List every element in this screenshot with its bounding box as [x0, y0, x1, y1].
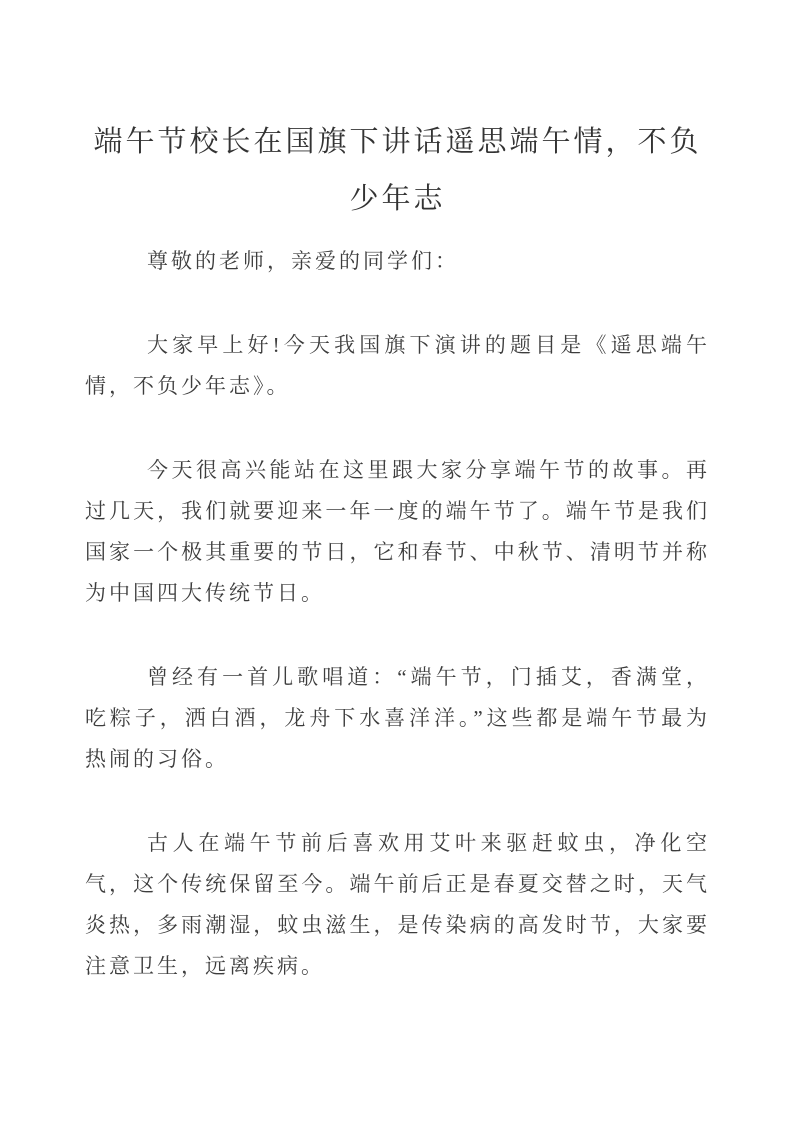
- document-title-line-2: 少年志: [349, 183, 446, 215]
- customs-health-paragraph: 古人在端午节前后喜欢用艾叶来驱赶蚊虫，净化空气，这个传统保留至今。端午前后正是春夏交替之时，天气炎热，多雨潮湿，蚊虫滋生，是传染病的高发时节，大家要注意卫生，远离疾病。: [85, 831, 710, 978]
- document-title-line-1: 端午节校长在国旗下讲话遥思端午情，不负: [93, 126, 702, 158]
- greeting-paragraph: 大家早上好!今天我国旗下演讲的题目是《遥思端午情，不负少年志》。: [85, 333, 710, 398]
- festival-intro-paragraph: 今天很高兴能站在这里跟大家分享端午节的故事。再过几天，我们就要迎来一年一度的端午节了。端午节是我们国家一个极其重要的节日，它和春节、中秋节、清明节并称为中国四大传统节日。: [85, 458, 710, 605]
- document-title: [85, 114, 710, 228]
- salutation-paragraph: 尊敬的老师，亲爱的同学们：: [147, 249, 459, 273]
- folk-song-paragraph: 曾经有一首儿歌唱道：“端午节，门插艾，香满堂，吃粽子，洒白酒，龙舟下水喜洋洋。”这些都是端午节最为热闹的习俗。: [85, 665, 710, 771]
